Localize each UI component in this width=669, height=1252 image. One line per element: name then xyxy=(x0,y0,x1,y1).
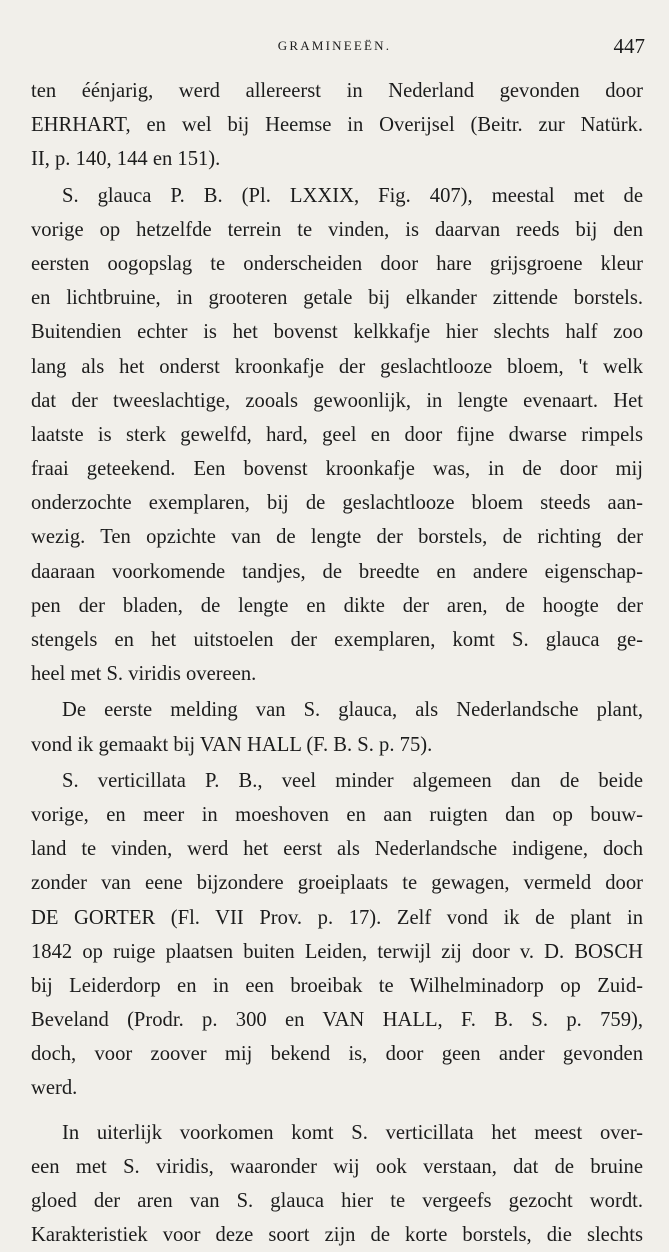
text-line: land te vinden, werd het eerst als Nederlandsche indigene, doch xyxy=(31,838,643,861)
text-line: In uiterlijk voorkomen komt S. verticillata het meest over- xyxy=(62,1121,643,1144)
text-line: dat der tweeslachtige, zooals gewoonlijk, in lengte evenaart. Het xyxy=(31,389,643,412)
text-line: vorige op hetzelfde terrein te vinden, is daarvan reeds bij den xyxy=(31,218,643,241)
text-line: II, p. 140, 144 en 151). xyxy=(31,148,221,171)
text-line: doch, voor zoover mij bekend is, door geen ander gevonden xyxy=(31,1043,643,1066)
text-line: stengels en het uitstoelen der exemplaren, komt S. glauca ge- xyxy=(31,629,643,651)
text-line: Beveland (Prodr. p. 300 en VAN HALL, F. B. S. p. 759), xyxy=(31,1009,643,1032)
text-line: vorige, en meer in moeshoven en aan ruigten dan op bouw- xyxy=(31,803,643,826)
text-line: werd. xyxy=(31,1077,78,1100)
text-line: ten éénjarig, werd allereerst in Nederland gevonden door xyxy=(31,80,643,102)
text-line: lang als het onderst kroonkafje der geslachtlooze bloem, 't welk xyxy=(31,355,643,378)
text-line: Buitendien echter is het bovenst kelkkafje hier slechts half zoo xyxy=(31,321,643,344)
text-line: zonder van eene bijzondere groeiplaats te gewagen, vermeld door xyxy=(31,872,643,895)
text-line: pen der bladen, de lengte en dikte der aren, de hoogte der xyxy=(31,594,643,617)
page-header xyxy=(0,34,669,56)
text-line: een met S. viridis, waaronder wij ook verstaan, dat de bruine xyxy=(31,1155,643,1178)
text-line: De eerste melding van S. glauca, als Nederlandsche plant, xyxy=(62,699,643,722)
text-line: heel met S. viridis overeen. xyxy=(31,663,257,686)
text-line: fraai geteekend. Een bovenst kroonkafje was, in de door mij xyxy=(31,458,643,481)
text-line: S. glauca P. B. (Pl. LXXIX, Fig. 407), meestal met de xyxy=(62,184,643,207)
text-line: S. verticillata P. B., veel minder algemeen dan de beide xyxy=(62,769,643,792)
text-line: 1842 op ruige plaatsen buiten Leiden, terwijl zij door v. D. BOSCH xyxy=(31,940,643,963)
text-line: eersten oogopslag te onderscheiden door hare grijsgroene kleur xyxy=(31,252,643,275)
text-line: laatste is sterk gewelfd, hard, geel en door fijne dwarse rimpels xyxy=(31,423,643,446)
text-line: bij Leiderdorp en in een broeibak te Wilhelminadorp op Zuid- xyxy=(31,974,643,997)
text-line: onderzochte exemplaren, bij de geslachtlooze bloem steeds aan- xyxy=(31,492,643,515)
text-line: EHRHART, en wel bij Heemse in Overijsel (Beitr. zur Natürk. xyxy=(31,114,643,137)
text-line: wezig. Ten opzichte van de lengte der borstels, de richting der xyxy=(31,526,643,549)
text-line: vond ik gemaakt bij VAN HALL (F. B. S. p. 75). xyxy=(31,733,433,756)
running-title: GRAMINEEËN. xyxy=(277,38,392,53)
body-text xyxy=(31,74,643,1252)
text-line: gloed der aren van S. glauca hier te vergeefs gezocht wordt. xyxy=(31,1190,643,1212)
text-line: Karakteristiek voor deze soort zijn de korte borstels, die slechts xyxy=(31,1224,643,1247)
page-number: 447 xyxy=(613,34,645,58)
text-line: daaraan voorkomende tandjes, de breedte en andere eigenschap- xyxy=(31,560,643,583)
text-line: en lichtbruine, in grooteren getale bij elkander zittende borstels. xyxy=(31,287,643,310)
text-line: DE GORTER (Fl. VII Prov. p. 17). Zelf vond ik de plant in xyxy=(31,906,643,929)
